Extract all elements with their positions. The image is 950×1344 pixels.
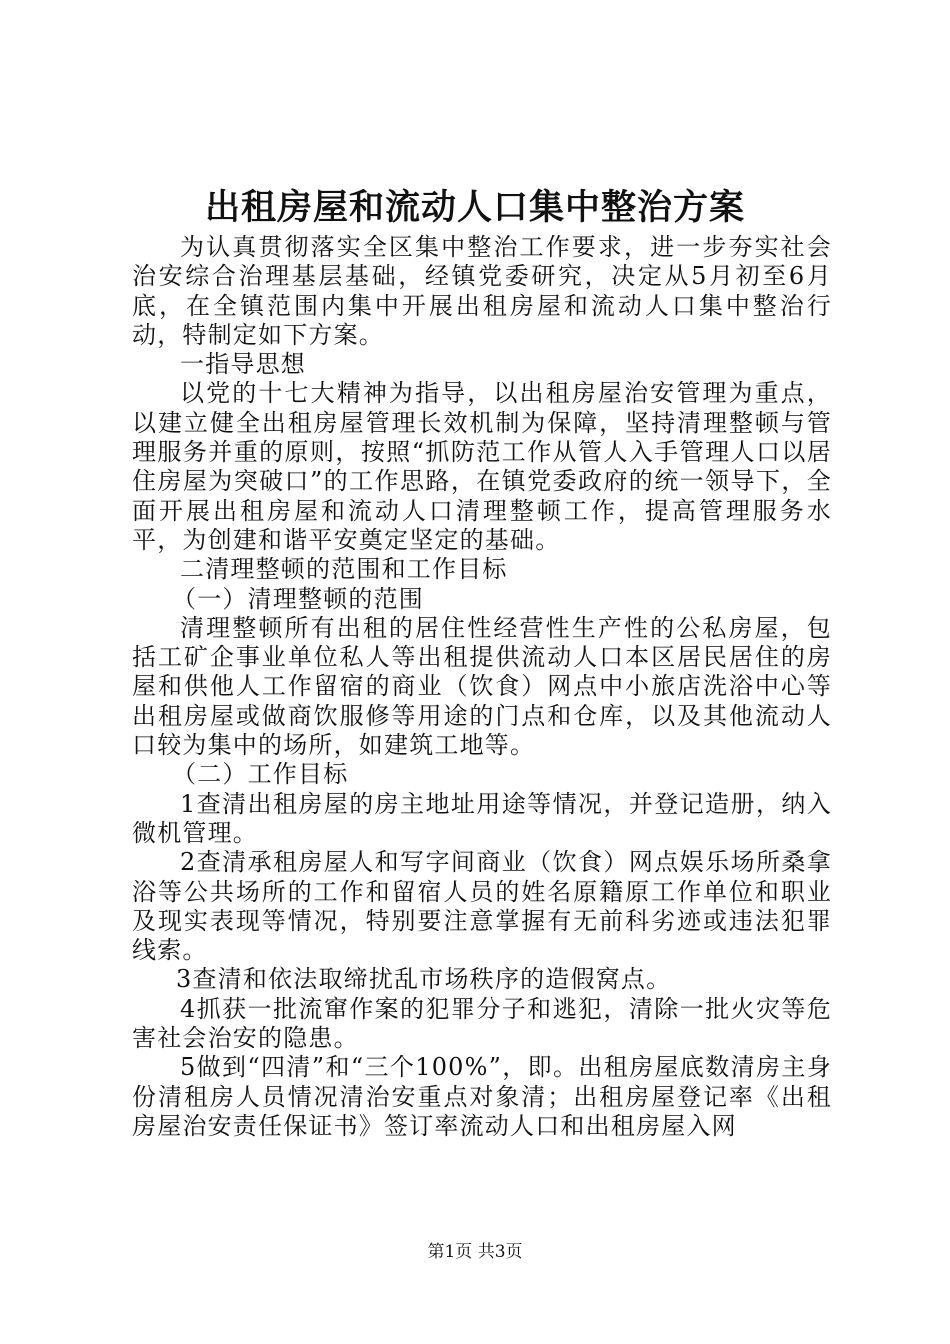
guiding-thought-paragraph: 以党的十七大精神为指导，以出租房屋治安管理为重点，以建立健全出租房屋管理长效机制为保障，坚持清理整顿与管理服务并重的原则，按照“抓防范工作从管人入手管理人口以居住房屋为突破口”的工作思路，在镇党委政府的统一领导下，全面开展出租房屋和流动人口清理整顿工作，提高管理服务水平，为创建和谐平安奠定坚定的基础。 [132, 379, 832, 554]
subsection-heading-goals: （二）工作目标 [172, 760, 349, 789]
goal-item-5: 5做到“四清”和“三个100%”，即。出租房屋底数清房主身份清租房人员情况清治安重点对象清；出租房屋登记率《出租房屋治安责任保证书》签订率流动人口和出租房屋入网 [132, 1053, 832, 1140]
section-heading-guiding-thought: 一指导思想 [180, 350, 306, 379]
goal-item-1: 1查清出租房屋的房主地址用途等情况，并登记造册，纳入微机管理。 [132, 789, 832, 847]
document-body [132, 233, 832, 1141]
subsection-heading-scope: （一）清理整顿的范围 [172, 584, 424, 613]
goal-item-4: 4抓获一批流窜作案的犯罪分子和逃犯，清除一批火灾等危害社会治安的隐患。 [132, 994, 832, 1053]
goal-item-3: 3查清和依法取缔扰乱市场秩序的造假窝点。 [176, 965, 672, 994]
goal-item-2: 2查清承租房屋人和写字间商业（饮食）网点娱乐场所桑拿浴等公共场所的工作和留宿人员的姓名原籍原工作单位和职业及现实表现等情况，特别要注意掌握有无前科劣迹或违法犯罪线索。 [132, 848, 832, 965]
intro-paragraph: 为认真贯彻落实全区集中整治工作要求，进一步夯实社会治安综合治理基层基础，经镇党委研究，决定从5月初至6月底，在全镇范围内集中开展出租房屋和流动人口集中整治行动，特制定如下方案。 [132, 233, 832, 349]
document-title: 出租房屋和流动人口集中整治方案 [204, 187, 745, 228]
section-heading-scope-and-goals: 二清理整顿的范围和工作目标 [180, 555, 508, 584]
page-footer: 第1页 共3页 [427, 1242, 523, 1262]
scope-paragraph: 清理整顿所有出租的居住性经营性生产性的公私房屋，包括工矿企事业单位私人等出租提供流动人口本区居民居住的房屋和供他人工作留宿的商业（饮食）网点中小旅店洗浴中心等出租房屋或做商饮服修等用途的门点和仓库，以及其他流动人口较为集中的场所，如建筑工地等。 [132, 613, 832, 760]
